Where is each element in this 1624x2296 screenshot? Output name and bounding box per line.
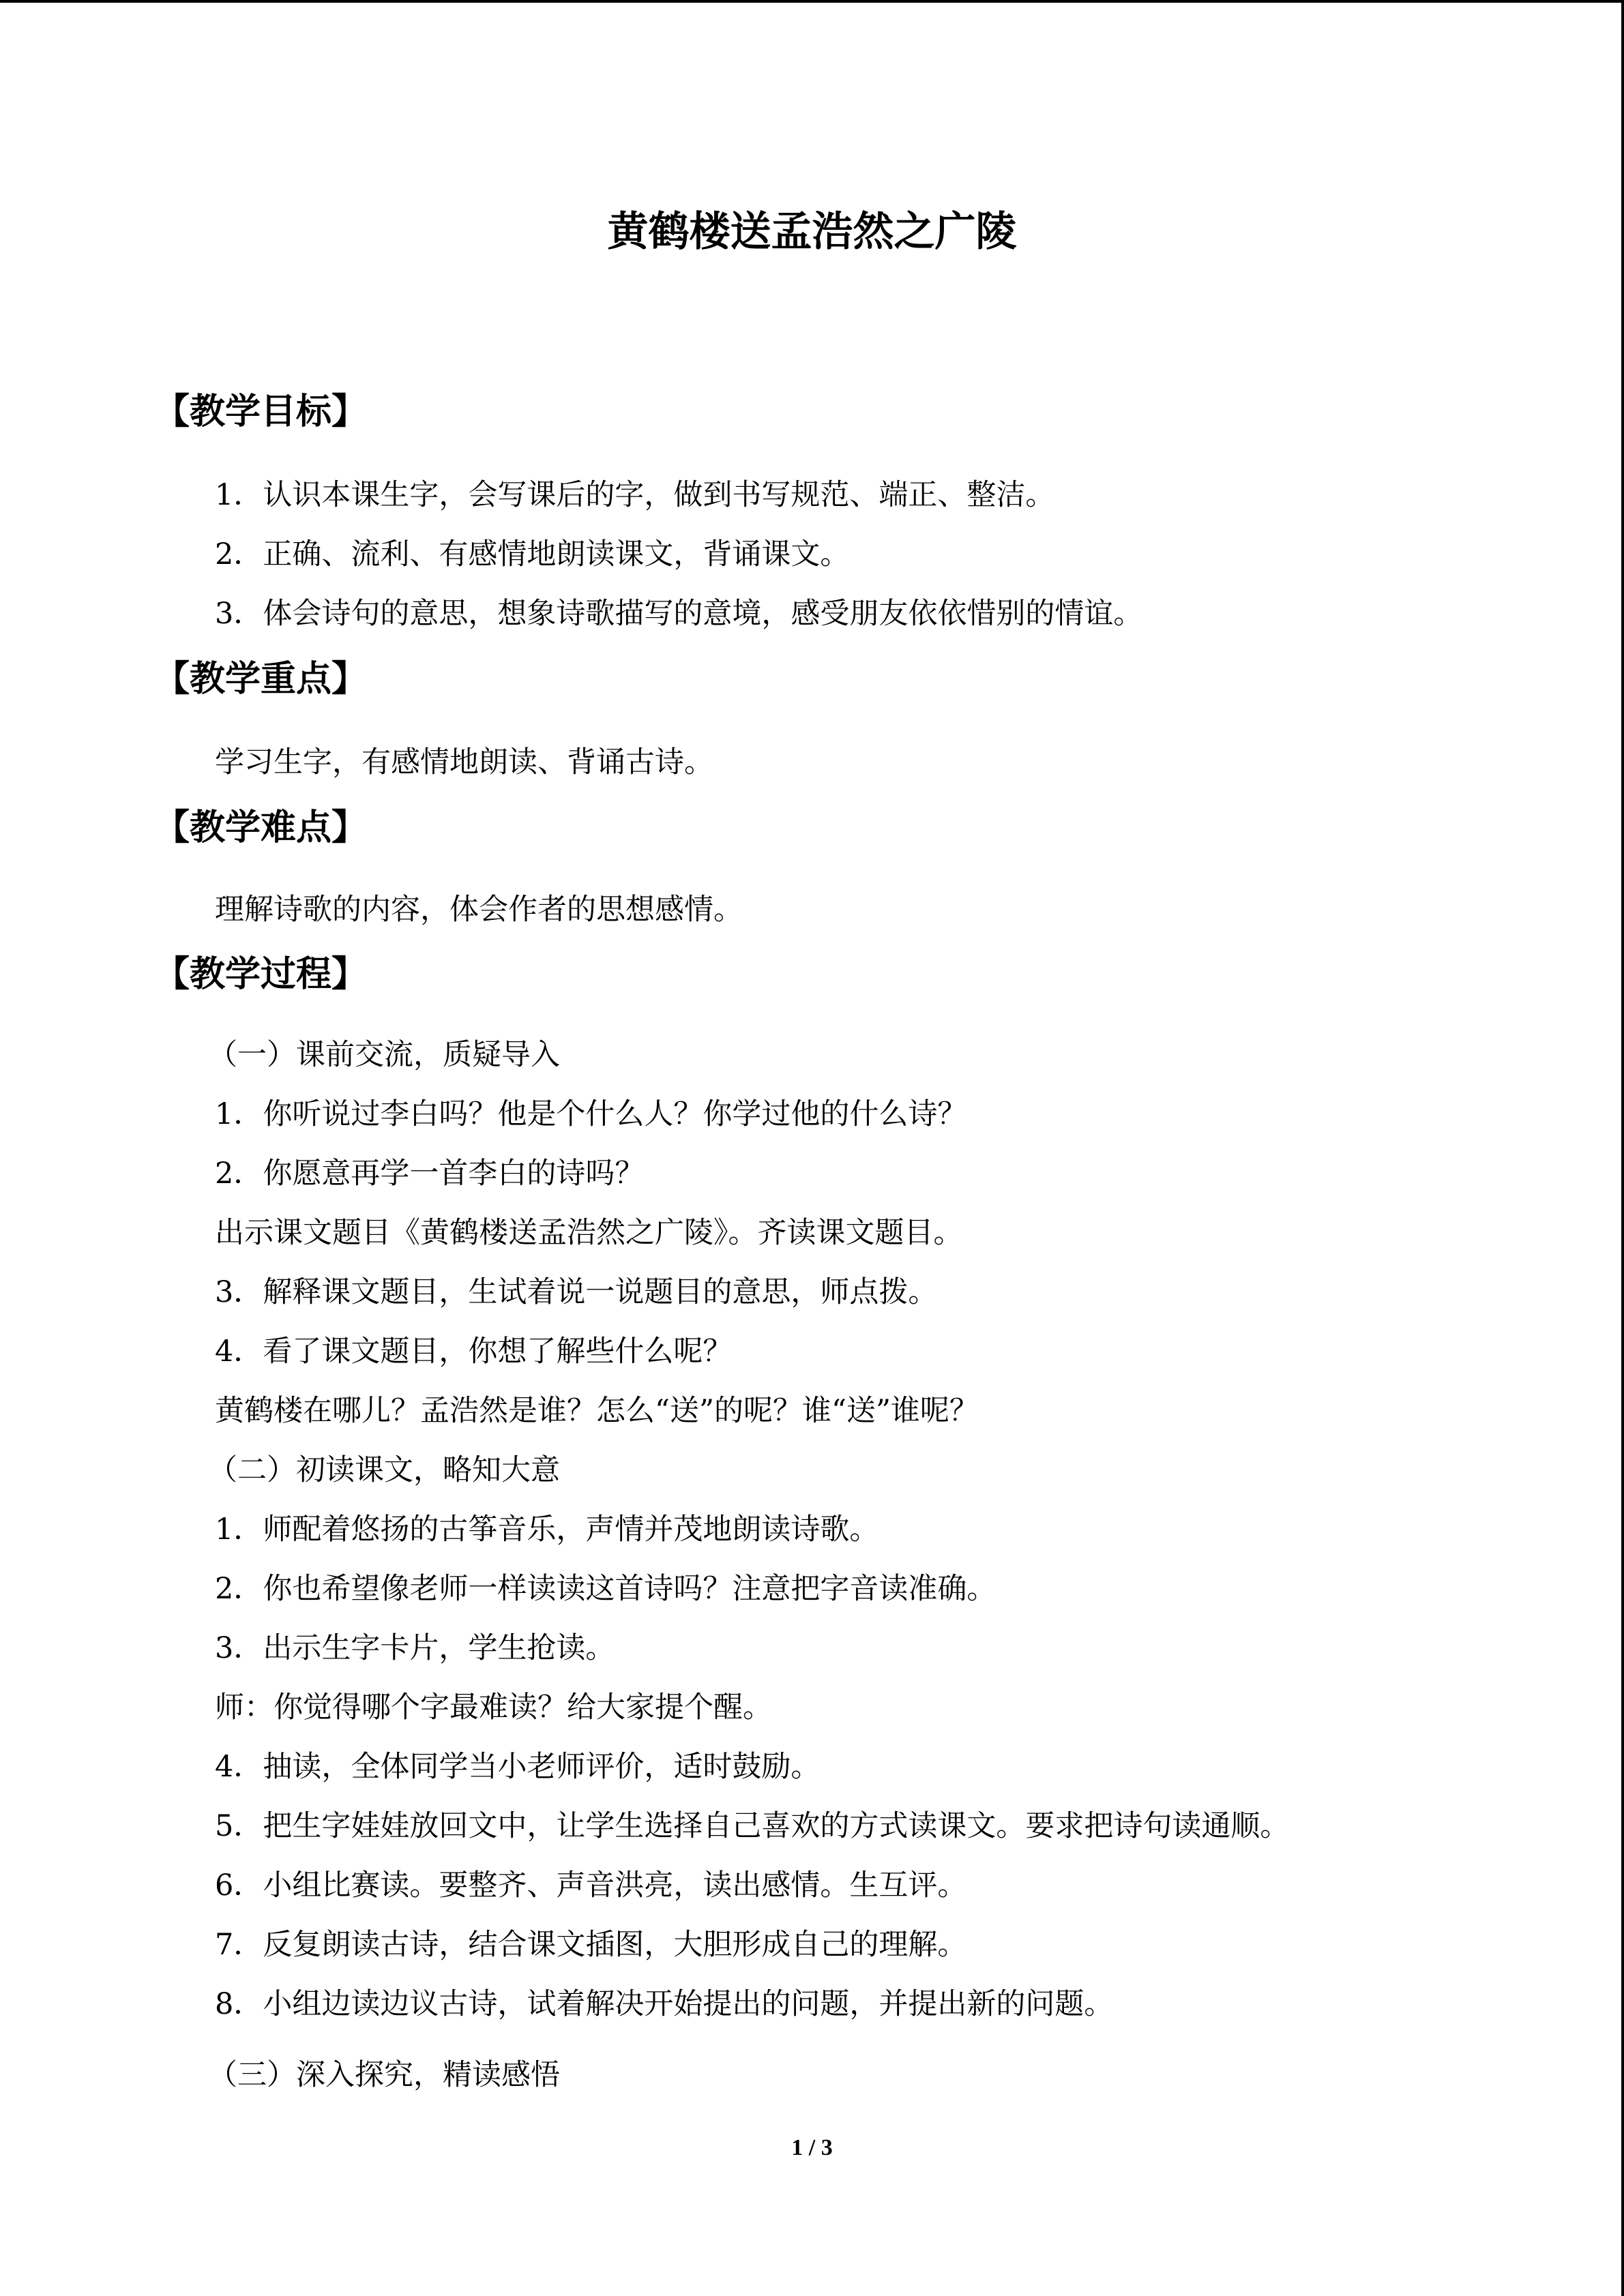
section-heading-difficulties: 【教学难点】 — [154, 807, 368, 848]
process-line: 6．小组比赛读。要整齐、声音洪亮，读出感情。生互评。 — [215, 1868, 967, 1903]
process-subheading: （二）初读课文，略知大意 — [208, 1453, 560, 1487]
goal-item: 3．体会诗句的意思，想象诗歌描写的意境，感受朋友依依惜别的情谊。 — [215, 597, 1143, 631]
process-line: 黄鹤楼在哪儿？孟浩然是谁？怎么“送”的呢？谁“送”谁呢？ — [215, 1394, 979, 1428]
goal-item: 2．正确、流利、有感情地朗读课文，背诵课文。 — [215, 537, 850, 571]
process-line: 4．抽读，全体同学当小老师评价，适时鼓励。 — [215, 1750, 821, 1784]
process-line: 3．出示生字卡片，学生抢读。 — [215, 1631, 615, 1665]
key-point-text: 学习生字，有感情地朗读、背诵古诗。 — [215, 745, 713, 779]
process-subheading: （三）深入探究，精读感悟 — [208, 2058, 560, 2092]
page-border-top — [0, 0, 1624, 3]
process-line: 2．你愿意再学一首李白的诗吗？ — [215, 1157, 645, 1191]
process-line: 1．你听说过李白吗？他是个什么人？你学过他的什么诗？ — [215, 1097, 967, 1131]
process-line: 1．师配着悠扬的古筝音乐，声情并茂地朗读诗歌。 — [215, 1512, 879, 1547]
difficulty-text: 理解诗歌的内容，体会作者的思想感情。 — [215, 893, 743, 927]
page-border-right — [1621, 0, 1624, 2296]
process-line: 4．看了课文题目，你想了解些什么呢？ — [215, 1335, 733, 1369]
process-subheading: （一）课前交流，质疑导入 — [208, 1038, 560, 1072]
process-line: 2．你也希望像老师一样读读这首诗吗？注意把字音读准确。 — [215, 1572, 996, 1606]
document-title: 黄鹤楼送孟浩然之广陵 — [607, 208, 1017, 256]
page-number: 1 / 3 — [791, 2135, 833, 2160]
goal-item: 1．认识本课生字，会写课后的字，做到书写规范、端正、整洁。 — [215, 478, 1055, 512]
process-line: 8．小组边读边议古诗，试着解决开始提出的问题，并提出新的问题。 — [215, 1987, 1114, 2021]
process-line: 出示课文题目《黄鹤楼送孟浩然之广陵》。齐读课文题目。 — [215, 1216, 963, 1250]
section-heading-goals: 【教学目标】 — [154, 391, 368, 432]
process-line: 5．把生字娃娃放回文中，让学生选择自己喜欢的方式读课文。要求把诗句读通顺。 — [215, 1809, 1290, 1843]
process-line: 师：你觉得哪个字最难读？给大家提个醒。 — [215, 1690, 772, 1725]
process-line: 7．反复朗读古诗，结合课文插图，大胆形成自己的理解。 — [215, 1928, 967, 1962]
section-heading-process: 【教学过程】 — [154, 954, 368, 995]
process-line: 3．解释课文题目，生试着说一说题目的意思，师点拨。 — [215, 1275, 938, 1309]
section-heading-key-points: 【教学重点】 — [154, 659, 368, 700]
